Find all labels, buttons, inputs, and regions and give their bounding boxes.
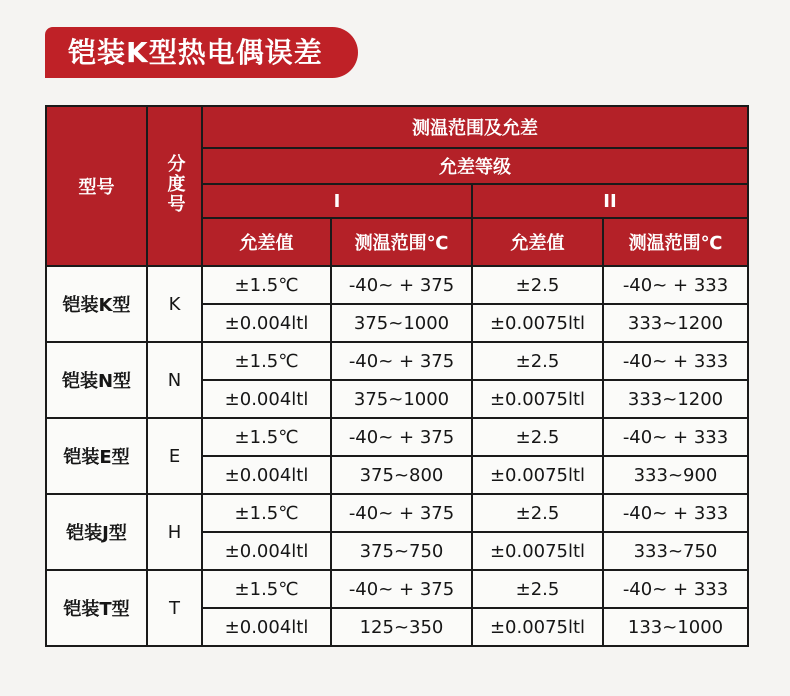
table-row xyxy=(46,494,748,532)
page-title: 铠装K型热电偶误差 xyxy=(68,36,323,69)
header-graduation xyxy=(147,106,202,266)
temp-range-cell: 125~350 xyxy=(331,608,472,646)
temp-range-cell: -40~ + 375 xyxy=(331,342,472,380)
table-row xyxy=(46,266,748,304)
temp-range-cell: 375~1000 xyxy=(331,380,472,418)
tolerance-value-cell: ±0.004ltl xyxy=(202,456,331,494)
temp-range-cell: -40~ + 375 xyxy=(331,418,472,456)
header-temp-range-1: 测温范围℃ xyxy=(331,218,472,266)
table-row xyxy=(46,570,748,608)
temp-range-cell: 375~750 xyxy=(331,532,472,570)
header-tolerance-value-2: 允差值 xyxy=(472,218,603,266)
model-cell: 铠装K型 xyxy=(46,266,147,342)
header-graduation-label: 分度号 xyxy=(164,153,186,214)
tolerance-value-cell: ±2.5 xyxy=(472,494,603,532)
header-class-1: I xyxy=(202,184,472,218)
tolerance-value-cell: ±0.0075ltl xyxy=(472,304,603,342)
graduation-code-cell: H xyxy=(147,494,202,570)
graduation-code-cell: T xyxy=(147,570,202,646)
tolerance-value-cell: ±1.5℃ xyxy=(202,418,331,456)
temp-range-cell: 375~800 xyxy=(331,456,472,494)
graduation-code-cell: K xyxy=(147,266,202,342)
tolerance-value-cell: ±0.0075ltl xyxy=(472,456,603,494)
graduation-code-cell: N xyxy=(147,342,202,418)
tolerance-value-cell: ±0.004ltl xyxy=(202,608,331,646)
model-cell: 铠装T型 xyxy=(46,570,147,646)
tolerance-value-cell: ±0.004ltl xyxy=(202,532,331,570)
temp-range-cell: -40~ + 375 xyxy=(331,266,472,304)
table-row xyxy=(46,418,748,456)
temp-range-cell: -40~ + 375 xyxy=(331,570,472,608)
temp-range-cell: -40~ + 333 xyxy=(603,418,748,456)
temp-range-cell: -40~ + 333 xyxy=(603,570,748,608)
tolerance-value-cell: ±0.004ltl xyxy=(202,304,331,342)
temp-range-cell: 333~1200 xyxy=(603,304,748,342)
temp-range-cell: 375~1000 xyxy=(331,304,472,342)
tolerance-value-cell: ±0.0075ltl xyxy=(472,380,603,418)
tolerance-value-cell: ±1.5℃ xyxy=(202,494,331,532)
temp-range-cell: 333~1200 xyxy=(603,380,748,418)
model-cell: 铠装N型 xyxy=(46,342,147,418)
model-cell: 铠装E型 xyxy=(46,418,147,494)
tolerance-value-cell: ±2.5 xyxy=(472,570,603,608)
temp-range-cell: 133~1000 xyxy=(603,608,748,646)
temp-range-cell: 333~750 xyxy=(603,532,748,570)
temp-range-cell: -40~ + 333 xyxy=(603,494,748,532)
header-tolerance-class: 允差等级 xyxy=(202,148,748,184)
tolerance-spec-table xyxy=(45,105,749,647)
graduation-code-cell: E xyxy=(147,418,202,494)
temp-range-cell: -40~ + 333 xyxy=(603,342,748,380)
header-temp-range-2: 测温范围℃ xyxy=(603,218,748,266)
temp-range-cell: 333~900 xyxy=(603,456,748,494)
tolerance-value-cell: ±2.5 xyxy=(472,418,603,456)
table-row xyxy=(46,342,748,380)
temp-range-cell: -40~ + 375 xyxy=(331,494,472,532)
header-tolerance-value-1: 允差值 xyxy=(202,218,331,266)
header-class-2: II xyxy=(472,184,748,218)
tolerance-value-cell: ±1.5℃ xyxy=(202,342,331,380)
tolerance-value-cell: ±1.5℃ xyxy=(202,266,331,304)
tolerance-value-cell: ±1.5℃ xyxy=(202,570,331,608)
tolerance-value-cell: ±0.004ltl xyxy=(202,380,331,418)
page-title-banner xyxy=(45,27,358,78)
temp-range-cell: -40~ + 333 xyxy=(603,266,748,304)
header-range-tolerance: 测温范围及允差 xyxy=(202,106,748,148)
tolerance-value-cell: ±2.5 xyxy=(472,342,603,380)
tolerance-value-cell: ±0.0075ltl xyxy=(472,532,603,570)
model-cell: 铠装J型 xyxy=(46,494,147,570)
tolerance-value-cell: ±2.5 xyxy=(472,266,603,304)
tolerance-value-cell: ±0.0075ltl xyxy=(472,608,603,646)
header-model: 型号 xyxy=(46,106,147,266)
